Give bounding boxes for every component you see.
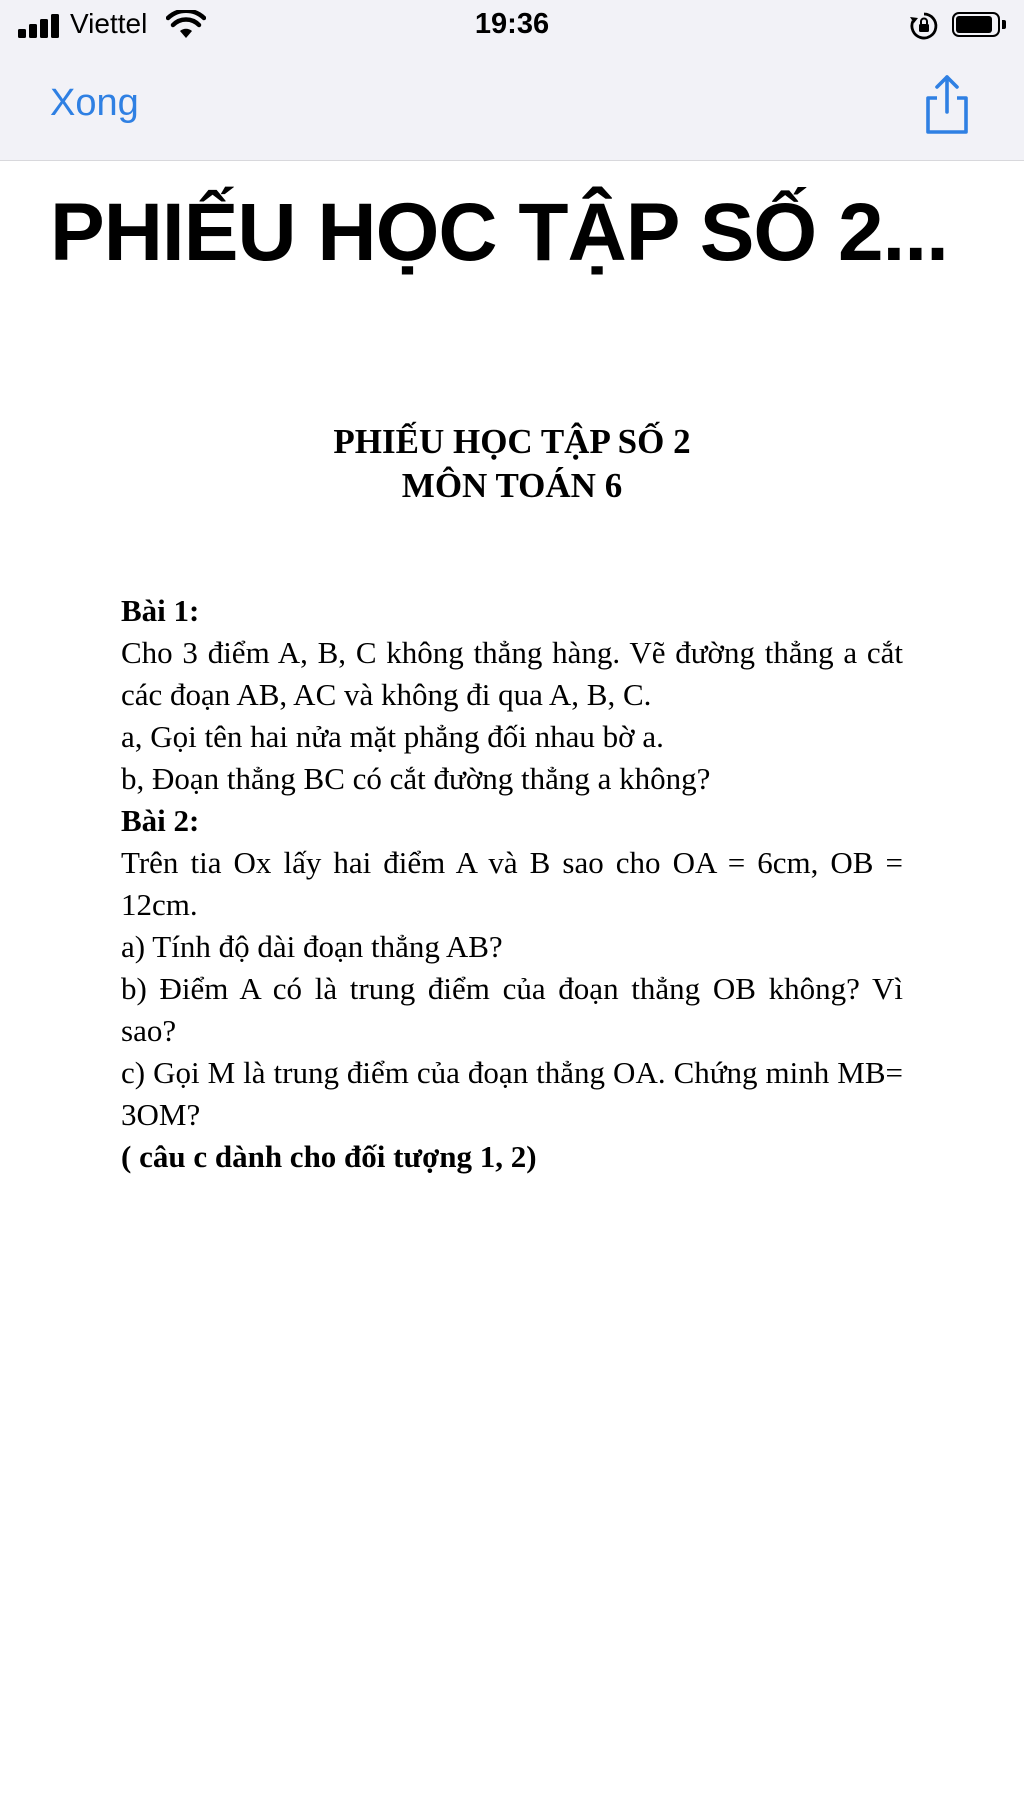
status-bar bbox=[0, 0, 1024, 52]
done-button[interactable]: Xong bbox=[50, 82, 139, 124]
subject-title: MÔN TOÁN 6 bbox=[401, 466, 623, 505]
bai2-part-a: a) Tính độ dài đoạn thẳng AB? bbox=[121, 929, 503, 964]
battery-icon bbox=[952, 12, 1006, 39]
document-title: PHIẾU HỌC TẬP SỐ 2... bbox=[50, 187, 948, 278]
bai1-intro: Cho 3 điểm A, B, C không thẳng hàng. Vẽ đường thẳng a cắt các đoạn AB, AC và không đi qua A, B, C. bbox=[121, 635, 903, 712]
exercise-content bbox=[121, 590, 903, 1178]
bai1-part-b: b, Đoạn thẳng BC có cắt đường thẳng a không? bbox=[121, 761, 711, 796]
status-time: 19:36 bbox=[474, 8, 550, 40]
bai1-heading: Bài 1: bbox=[121, 593, 200, 628]
rotation-lock-icon bbox=[908, 10, 940, 42]
share-button[interactable] bbox=[920, 72, 974, 136]
carrier-name: Viettel bbox=[70, 8, 148, 39]
sheet-title: PHIẾU HỌC TẬP SỐ 2 bbox=[333, 422, 691, 461]
top-bar bbox=[0, 0, 1024, 161]
bai2-part-c: c) Gọi M là trung điểm của đoạn thẳng OA. Chứng minh MB= 3OM? bbox=[121, 1055, 903, 1132]
share-icon bbox=[920, 72, 974, 136]
bai2-intro: Trên tia Ox lấy hai điểm A và B sao cho OA = 6cm, OB = 12cm. bbox=[121, 845, 903, 922]
bai2-note: ( câu c dành cho đối tượng 1, 2) bbox=[121, 1139, 537, 1174]
bai1-part-a: a, Gọi tên hai nửa mặt phẳng đối nhau bờ a. bbox=[121, 719, 664, 754]
bai2-part-b: b) Điểm A có là trung điểm của đoạn thẳng OB không? Vì sao? bbox=[121, 971, 903, 1048]
document-page bbox=[0, 420, 1024, 1174]
bai2-heading: Bài 2: bbox=[121, 803, 200, 838]
